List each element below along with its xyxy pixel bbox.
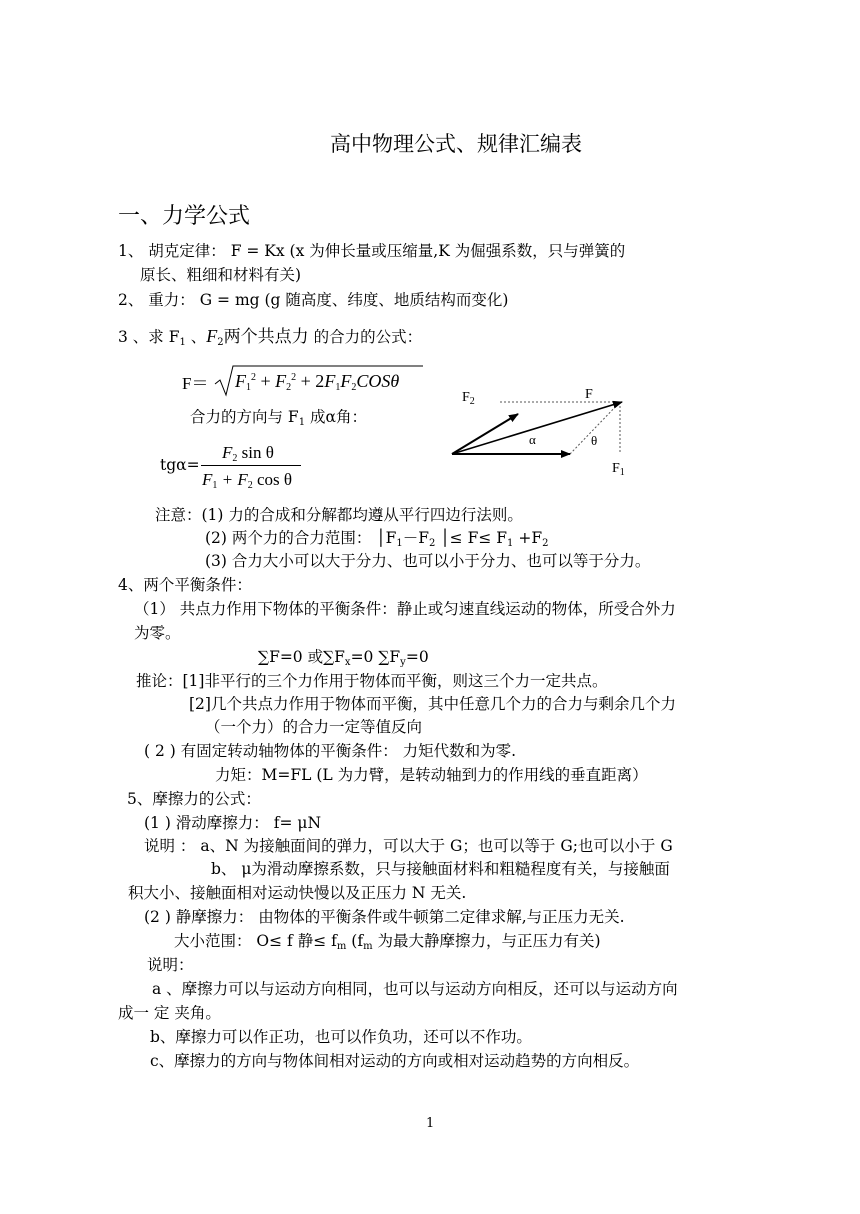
tan-numerator-rest: sin θ xyxy=(237,443,274,462)
resultant-heading xyxy=(118,327,422,348)
resultant-heading-part2: 、 xyxy=(185,328,207,346)
static-friction: (2 ) 静摩擦力： 由物体的平衡条件或牛顿第二定律求解,与正压力无关. xyxy=(144,908,625,926)
sliding-friction-note-b-cont: 积大小、接触面相对运动快慢以及正压力 N 无关. xyxy=(128,884,467,902)
explanation-c: c、摩擦力的方向与物体间相对运动的方向或相对运动趋势的方向相反。 xyxy=(150,1052,640,1070)
section-heading-mechanics: 一、力学公式 xyxy=(118,204,251,229)
formula-radicand: $F_1^2 + F_2^2 + 2F_1F_2COS\theta$ xyxy=(235,371,400,393)
inference-1: 推论：[1]非平行的三个力作用于物体而平衡，则这三个力一定共点。 xyxy=(136,672,608,690)
resultant-heading-part3: 两个共点力 xyxy=(223,327,309,347)
sum-part1: ∑F=0 或∑F xyxy=(258,648,345,666)
explanation-label: 说明： xyxy=(147,956,194,974)
radicand-f1: F xyxy=(235,371,246,391)
label-theta: θ xyxy=(591,433,598,448)
rotation-axis-condition: ( 2 ) 有固定转动轴物体的平衡条件： 力矩代数和为零. xyxy=(144,742,517,760)
tan-numerator: $F_2$ sin θ xyxy=(222,443,274,464)
fraction-bar xyxy=(201,465,301,466)
note-2-text: (2) 两个力的合力范围： │F xyxy=(205,529,397,547)
range-part1: 大小范围： O≤ f 静≤ f xyxy=(174,932,337,950)
sum-sub-x: x xyxy=(344,657,351,668)
direction-note-end: 成α角： xyxy=(305,408,367,426)
static-friction-range xyxy=(174,934,601,952)
direction-note-sub: 1 xyxy=(298,417,306,428)
formula-f-equals: F＝ xyxy=(182,374,209,393)
explanation-a-cont: 成一 定 夹角。 xyxy=(118,1004,221,1022)
resultant-heading-sub1: 1 xyxy=(179,337,186,348)
tan-alpha-label: tgα= xyxy=(160,456,200,474)
label-f1: $F_1$ xyxy=(612,461,625,478)
tan-denominator-f2: + F xyxy=(217,470,248,489)
note-2-part2: │≤ F≤ F xyxy=(435,529,508,547)
equilibrium-heading: 4、两个平衡条件： xyxy=(118,576,252,594)
sliding-friction-note-a: 说明 ： a、N 为接触面间的弹力，可以大于 G；也可以等于 G;也可以小于 G xyxy=(144,837,673,855)
page-number: 1 xyxy=(426,1116,435,1131)
tan-denominator-f1: F xyxy=(202,470,213,489)
note-2-sub3: 1 xyxy=(507,538,514,549)
range-part3: 为最大静摩擦力，与正压力有关) xyxy=(372,932,601,950)
equilibrium-sum-formula xyxy=(258,650,429,668)
direction-note xyxy=(190,410,367,428)
document-title: 高中物理公式、规律汇编表 xyxy=(330,132,582,156)
resultant-heading-sub2: 2 xyxy=(217,337,224,348)
hooke-law-cont: 原长、粗细和材料有关) xyxy=(140,266,302,284)
note-2-sub4: 2 xyxy=(542,538,549,549)
label-alpha: α xyxy=(529,432,536,447)
inference-2: [2]几个共点力作用于物体而平衡，其中任意几个力的合力与剩余几个力 xyxy=(189,695,676,713)
tan-denominator: $F_1 + F_2$ cos θ xyxy=(202,470,293,491)
range-sub2: m xyxy=(363,941,373,952)
hooke-law-line: 1、 胡克定律： F = Kx (x 为伸长量或压缩量,K 为倔强系数，只与弹簧的 xyxy=(118,242,626,260)
resultant-heading-part1: 3 、求 F xyxy=(118,328,180,346)
tan-denominator-rest: cos θ xyxy=(252,470,293,489)
resultant-heading-part4: 的合力的公式： xyxy=(308,328,423,346)
explanation-b: b、摩擦力可以作正功，也可以作负功，还可以不作功。 xyxy=(150,1028,532,1046)
note-2-part: －F xyxy=(402,529,430,547)
equilibrium-p1-cont: 为零。 xyxy=(134,624,181,642)
note-2-sub2: 2 xyxy=(429,538,436,549)
sum-part2: =0 ∑F xyxy=(350,648,401,666)
inference-2-cont: （一个力）的合力一定等值反向 xyxy=(205,718,423,736)
explanation-a: a 、摩擦力可以与运动方向相同，也可以与运动方向相反，还可以与运动方向 xyxy=(152,980,678,998)
range-part2: (f xyxy=(346,932,364,950)
force-parallelogram-diagram xyxy=(440,380,640,480)
note-2-part3: +F xyxy=(513,529,543,547)
label-f2: $F_2$ xyxy=(462,390,475,407)
equilibrium-p1: （1） 共点力作用下物体的平衡条件：静止或匀速直线运动的物体，所受合外力 xyxy=(134,600,676,618)
sliding-friction-note-b: b、 μ为滑动摩擦系数，只与接触面材料和粗糙程度有关，与接触面 xyxy=(211,860,670,878)
sum-part3: =0 xyxy=(405,648,429,666)
label-f: F xyxy=(585,387,593,402)
tan-numerator-f: F xyxy=(222,443,233,462)
note-2 xyxy=(205,531,548,549)
resultant-heading-f2: F xyxy=(206,326,218,346)
sum-sub-y: y xyxy=(400,657,406,668)
gravity-line: 2、 重力： G = mg (g 随高度、纬度、地质结构而变化) xyxy=(118,291,509,309)
direction-note-text: 合力的方向与 F xyxy=(190,408,299,426)
friction-heading: 5、摩擦力的公式： xyxy=(127,790,261,808)
sliding-friction: (1 ) 滑动摩擦力： f= μN xyxy=(144,814,322,832)
range-sub1: m xyxy=(336,941,347,952)
note-2-sub1: 1 xyxy=(396,538,403,549)
vector-f2 xyxy=(452,414,518,454)
note-1: 注意：(1) 力的合成和分解都均遵从平行四边行法则。 xyxy=(155,506,523,524)
note-3: (3) 合力大小可以大于分力、也可以小于分力、也可以等于分力。 xyxy=(205,552,651,570)
torque-definition: 力矩：M=FL (L 为力臂，是转动轴到力的作用线的垂直距离） xyxy=(215,766,648,784)
